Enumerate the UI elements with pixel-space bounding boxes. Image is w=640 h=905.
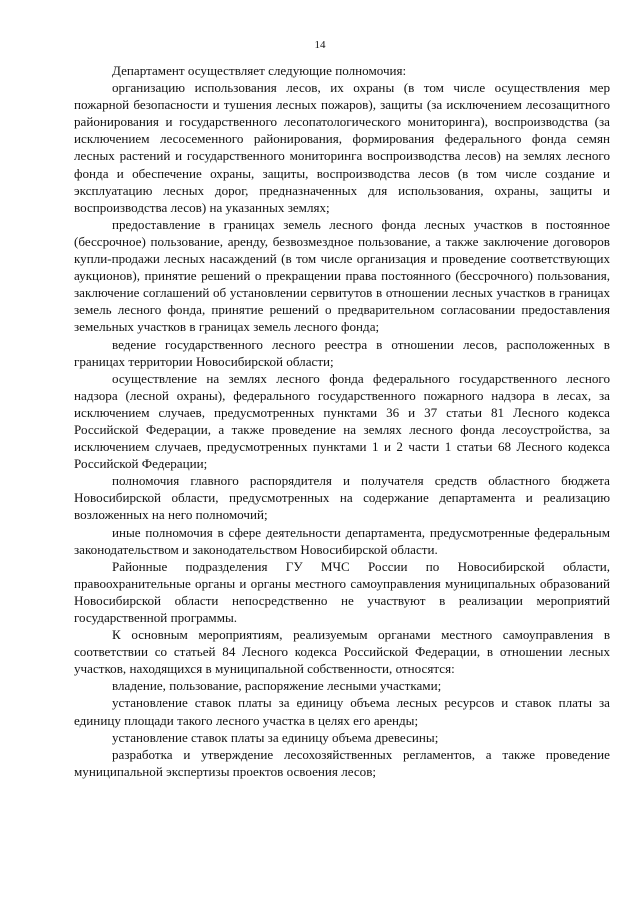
paragraph-forest-use: организацию использования лесов, их охраны (в том числе осуществления мер пожарной безопасности и тушения лесных пожаров), защиты (за исключением лесозащитного районирования и государственного лесопатологического мониторинга), воспроизводства (за исключением лесосеменного районирования, формирования федерального фонда семян лесных растений и государственного мониторинга воспроизводства лесов) на землях лесного фонда и обеспечение охраны, защиты, воспроизводства лесов (в том числе создание и эксплуатацию лесных дорог, предназначенных для использования, охраны, защиты и воспроизводства лесов) на указанных землях; [74,80,610,215]
paragraph-forest-registry: ведение государственного лесного реестра в отношении лесов, расположенных в границах территории Новосибирской области; [74,336,610,369]
paragraph-ownership: владение, пользование, распоряжение лесными участками; [112,678,442,694]
paragraph-other-powers: иные полномочия в сфере деятельности департамента, предусмотренные федеральным законодательством и законодательством Новосибирской области. [74,524,610,557]
page-number: 14 [314,39,326,51]
document-body [74,62,610,780]
paragraph-timber-rates: установление ставок платы за единицу объема древесины; [112,729,439,745]
paragraph-forest-supervision: осуществление на землях лесного фонда федерального государственного лесного надзора (лесной охраны), федерального государственного пожарного надзора в лесах, за исключением случаев, предусмотренных пунктами 36 и 37 статьи 81 Лесного кодекса Российской Федерации, а также проведение на землях лесного фонда лесоустройства, за исключением случаев, предусмотренных пунктами 1 и 2 части 1 статьи 68 Лесного кодекса Российской Федерации; [74,370,610,472]
paragraph-regulations: разработка и утверждение лесохозяйственных регламентов, а также проведение муниципальной экспертизы проектов освоения лесов; [74,746,610,779]
paragraph-budget-authority: полномочия главного распорядителя и получателя средств областного бюджета Новосибирской области, предусмотренных на содержание департамента и реализацию возложенных на него полномочий; [74,473,610,523]
paragraph-district-units: Районные подразделения ГУ МЧС России по Новосибирской области, правоохранительные органы и органы местного самоуправления муниципальных образований Новосибирской области непосредственно не участвуют в реализации мероприятий государственной программы. [74,558,610,625]
paragraph-resource-rates: установление ставок платы за единицу объема лесных ресурсов и ставок платы за единицу площади такого лесного участка в целях его аренды; [74,695,610,728]
paragraph-local-government: К основным мероприятиям, реализуемым органами местного самоуправления в соответствии со статьей 84 Лесного кодекса Российской Федерации, в отношении лесных участков, находящихся в муниципальной собственности, относятся: [74,627,610,677]
paragraph-intro: Департамент осуществляет следующие полномочия: [112,63,407,78]
paragraph-land-provision: предоставление в границах земель лесного фонда лесных участков в постоянное (бессрочное) пользование, аренду, безвозмездное пользование, а также заключение договоров купли-продажи лесных насаждений (в том числе организация и проведение соответствующих аукционов), принятие решений о прекращении права постоянного (бессрочного) пользования, заключение соглашений об установлении сервитутов в отношении лесных участков в границах земель лесного фонда, принятие решений о предварительном согласовании предоставления земельных участков в границах земель лесного фонда; [74,216,610,335]
